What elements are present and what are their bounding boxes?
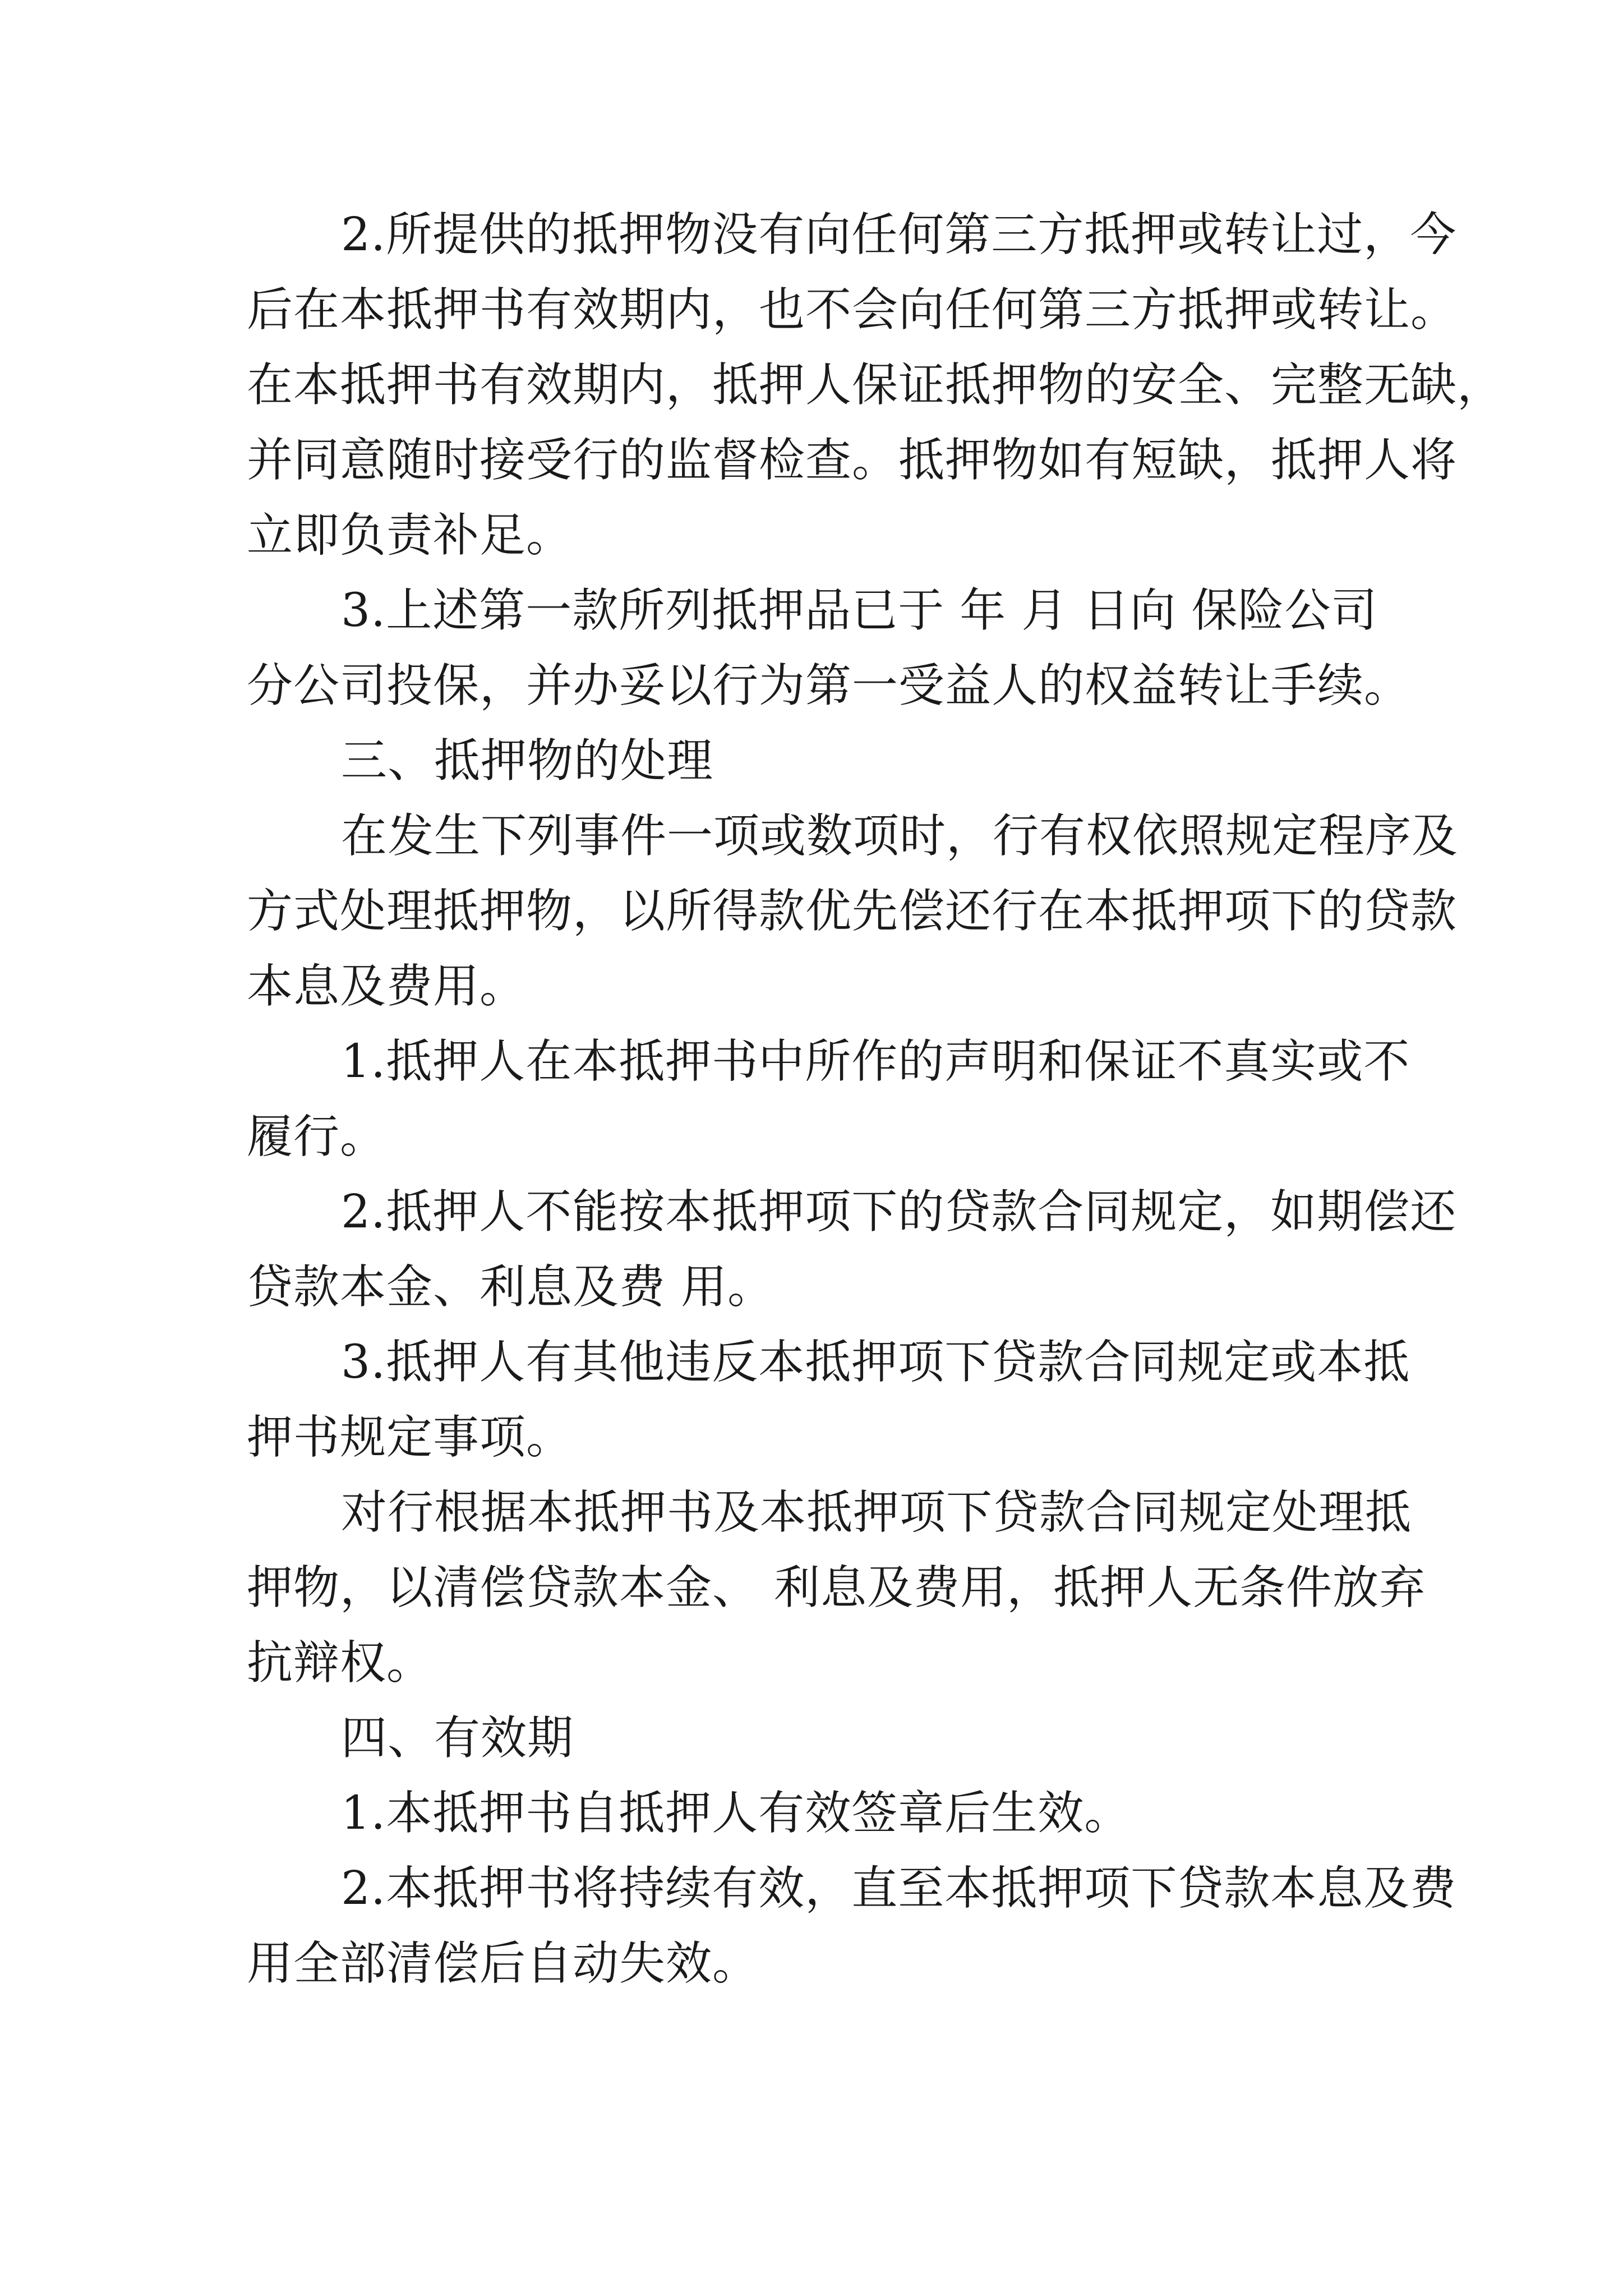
paragraph-line: 用全部清偿后自动失效。 xyxy=(247,1937,759,1990)
paragraph-line: 对行根据本抵押书及本抵押项下贷款合同规定处理抵 xyxy=(341,1486,1412,1539)
paragraph-line: 押书规定事项。 xyxy=(247,1411,573,1464)
paragraph-line: 1.本抵押书自抵押人有效签章后生效。 xyxy=(341,1787,1131,1840)
paragraph-line: 1.抵押人在本抵押书中所作的声明和保证不真实或不 xyxy=(341,1035,1410,1088)
paragraph-line: 押物，以清偿贷款本金、 利息及费用，抵押人无条件放弃 xyxy=(247,1561,1426,1614)
paragraph-line: 后在本抵押书有效期内，也不会向任何第三方抵押或转让。 xyxy=(247,283,1458,337)
paragraph-line: 2.本抵押书将持续有效，直至本抵押项下贷款本息及费 xyxy=(341,1862,1457,1915)
section-heading: 三、抵押物的处理 xyxy=(341,734,714,788)
paragraph-line: 抗辩权。 xyxy=(247,1636,434,1690)
paragraph-line: 本息及费用。 xyxy=(247,960,527,1013)
paragraph-line: 在发生下列事件一项或数项时，行有权依照规定程序及 xyxy=(341,809,1459,863)
paragraph-line: 并同意随时接受行的监督检查。抵押物如有短缺，抵押人将 xyxy=(247,434,1458,487)
paragraph-line: 3.上述第一款所列抵押品已于 年 月 日向 保险公司 xyxy=(341,584,1378,637)
paragraph-line: 分公司投保，并办妥以行为第一受益人的权益转让手续。 xyxy=(247,659,1411,712)
paragraph-line: 2.所提供的抵押物没有向任何第三方抵押或转让过，今 xyxy=(341,208,1457,261)
paragraph-line: 方式处理抵押物，以所得款优先偿还行在本抵押项下的贷款 xyxy=(247,885,1458,938)
paragraph-line: 2.抵押人不能按本抵押项下的贷款合同规定，如期偿还 xyxy=(341,1185,1457,1239)
paragraph-line: 3.抵押人有其他违反本抵押项下贷款合同规定或本抵 xyxy=(341,1336,1410,1389)
document-body xyxy=(247,197,1504,2001)
paragraph-line: 贷款本金、利息及费 用。 xyxy=(247,1260,774,1314)
section-heading: 四、有效期 xyxy=(341,1711,574,1765)
paragraph-line: 履行。 xyxy=(247,1110,387,1163)
paragraph-line: 立即负责补足。 xyxy=(247,509,573,562)
paragraph-line: 在本抵押书有效期内，抵押人保证抵押物的安全、完整无缺， xyxy=(247,358,1504,412)
